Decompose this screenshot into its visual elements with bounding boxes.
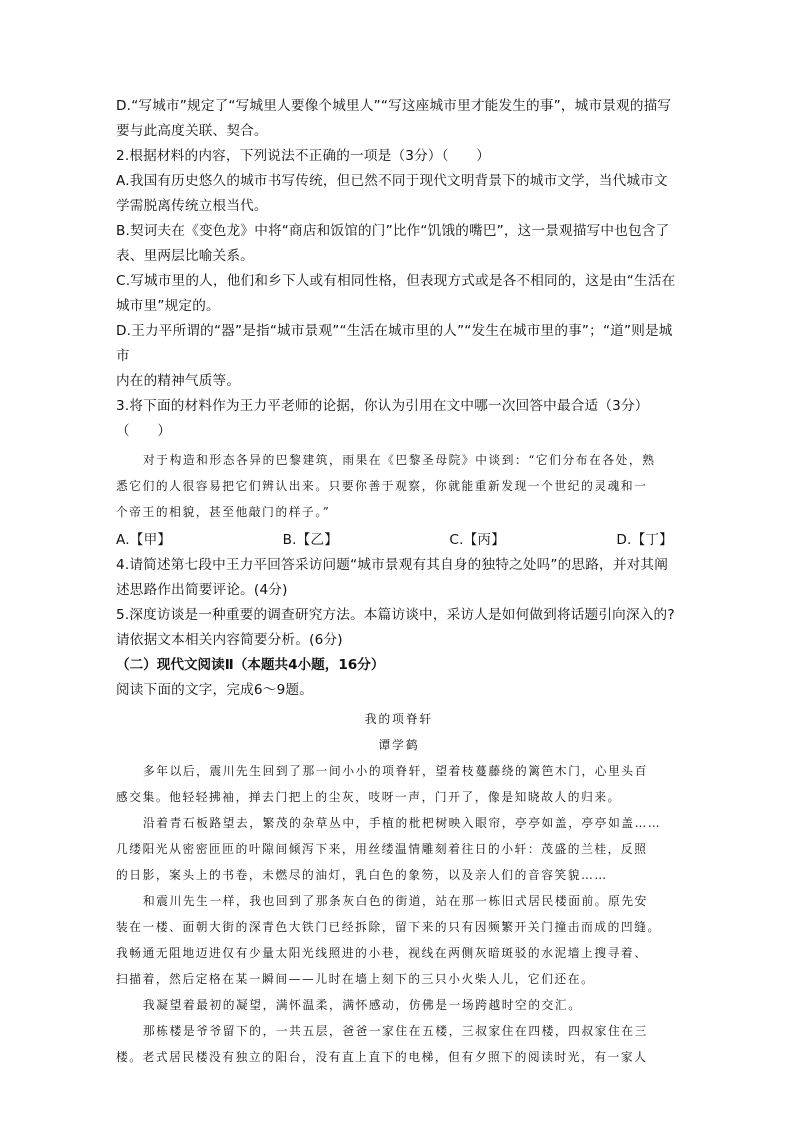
question-1-option-d [116, 94, 682, 144]
quote-line: 悉它们的人很容易把它们辨认出来。只要你善于观察，你就能重新发现一个世纪的灵魂和一 [116, 479, 648, 493]
text-line: 要与此高度关联、契合。 [116, 123, 268, 139]
question-2-option-c-cont: 城市里”规定的。 [116, 298, 220, 314]
question-2 [116, 144, 682, 394]
section-instruction: 阅读下面的文字，完成6～9题。 [116, 682, 314, 698]
option-b: B.【乙】 [282, 532, 338, 548]
story-title: 我的项脊轩 [364, 712, 434, 726]
exam-page [116, 94, 682, 1070]
question-2-option-a-cont: 学需脱离传统立根当代。 [116, 198, 268, 214]
story-author: 谭学鹤 [378, 738, 420, 752]
story-line: 沿着青石板路望去，繁茂的杂草丛中，手植的枇杷树映入眼帘，亭亭如盖，亭亭如盖…… [143, 816, 662, 830]
question-2-stem: 2.根据材料的内容，下列说法不正确的一项是（3分）（ ） [116, 148, 491, 164]
question-2-option-b-cont: 表、里两层比喻关系。 [116, 248, 254, 264]
text-line: 请依据文本相关内容简要分析。(6分) [116, 632, 343, 648]
text-line: 4.请简述第七段中王力平回答采访问题“城市景观有其自身的独特之处吗”的思路，并对其阐 [116, 557, 669, 573]
story-line: 和震川先生一样，我也回到了那条灰白色的街道，站在那一栋旧式居民楼面前。原先安 [143, 894, 648, 908]
question-3-answer-blank: （ ） [116, 423, 172, 439]
option-a: A.【甲】 [116, 532, 172, 548]
question-2-option-d: D.王力平所谓的“器”是指“城市景观”“生活在城市里的人”“发生在城市里的事”；“道”则是城市 [116, 323, 673, 364]
story-line: 我畅通无阻地迈进仅有少量太阳光线照进的小巷，视线在两侧灰暗斑驳的水泥墙上搜寻着、 [116, 946, 648, 960]
question-2-option-c: C.写城市里的人，他们和乡下人或有相同性格，但表现方式或是各不相同的，这是由“生活在 [116, 273, 676, 289]
story-line: 多年以后，震川先生回到了那一间小小的项脊轩，望着枝蔓藤绕的篱笆木门，心里头百 [143, 764, 648, 778]
question-2-option-b: B.契诃夫在《变色龙》中将“商店和饭馆的门”比作“饥饿的嘴巴”，这一景观描写中也包含了 [116, 223, 670, 239]
story-line: 的日影，案头上的书卷，未燃尽的油灯，乳白色的象笏，以及亲人们的音容笑貌…… [116, 868, 608, 882]
option-d: D.【丁】 [616, 532, 673, 548]
question-4 [116, 553, 682, 603]
story-line: 楼。老式居民楼没有独立的阳台，没有直上直下的电梯，但有夕照下的阅读时光，有一家人 [116, 1050, 648, 1064]
quote-line: 个帝王的相貌，甚至他敲门的样子。” [116, 505, 331, 519]
text-line: 述思路作出简要评论。(4分) [116, 582, 288, 598]
option-c: C.【丙】 [449, 532, 505, 548]
question-3 [116, 394, 682, 553]
question-3-options [116, 528, 673, 553]
question-3-quote [116, 447, 682, 525]
question-5 [116, 603, 682, 653]
text-line: D.“写城市”规定了“写城里人要像个城里人”“写这座城市里才能发生的事”，城市景观的描写 [116, 98, 672, 114]
question-2-option-a: A.我国有历史悠久的城市书写传统，但已然不同于现代文明背景下的城市文学，当代城市文 [116, 173, 668, 189]
text-line: 5.深度访谈是一种重要的调查研究方法。本篇访谈中，采访人是如何做到将话题引向深入的? [116, 607, 675, 623]
question-3-stem: 3.将下面的材料作为王力平老师的论据，你认为引用在文中哪一次回答中最合适（3分） [116, 398, 649, 414]
story-line: 扫描着，然后定格在某一瞬间——儿时在墙上刻下的三只小火柴人儿，它们还在。 [116, 972, 595, 986]
story-line: 感交集。他轻轻拂袖，掸去门把上的尘灰，吱呀一声，门开了，像是知晓故人的归来。 [116, 790, 621, 804]
story-line: 我凝望着最初的凝望，满怀温柔，满怀感动，仿佛是一场跨越时空的交汇。 [143, 998, 582, 1012]
question-2-option-d-cont: 内在的精神气质等。 [116, 373, 241, 389]
story-line: 装在一楼、面朝大街的深青色大铁门已经拆除，留下来的只有因频繁开关门撞击而成的凹缝。 [116, 920, 661, 934]
section-title: （二）现代文阅读Ⅱ（本题共4小题，16分） [116, 657, 385, 673]
quote-line: 对于构造和形态各异的巴黎建筑，雨果在《巴黎圣母院》中谈到：“它们分布在各处，熟 [143, 453, 656, 467]
story [116, 706, 682, 1070]
story-line: 那栋楼是爷爷留下的，一共五层，爸爸一家住在五楼，三叔家住在四楼，四叔家住在三 [143, 1024, 648, 1038]
story-line: 几缕阳光从密密匝匝的叶隙间倾泻下来，用丝缕温情雕刻着往日的小轩：茂盛的兰桂，反照 [116, 842, 648, 856]
